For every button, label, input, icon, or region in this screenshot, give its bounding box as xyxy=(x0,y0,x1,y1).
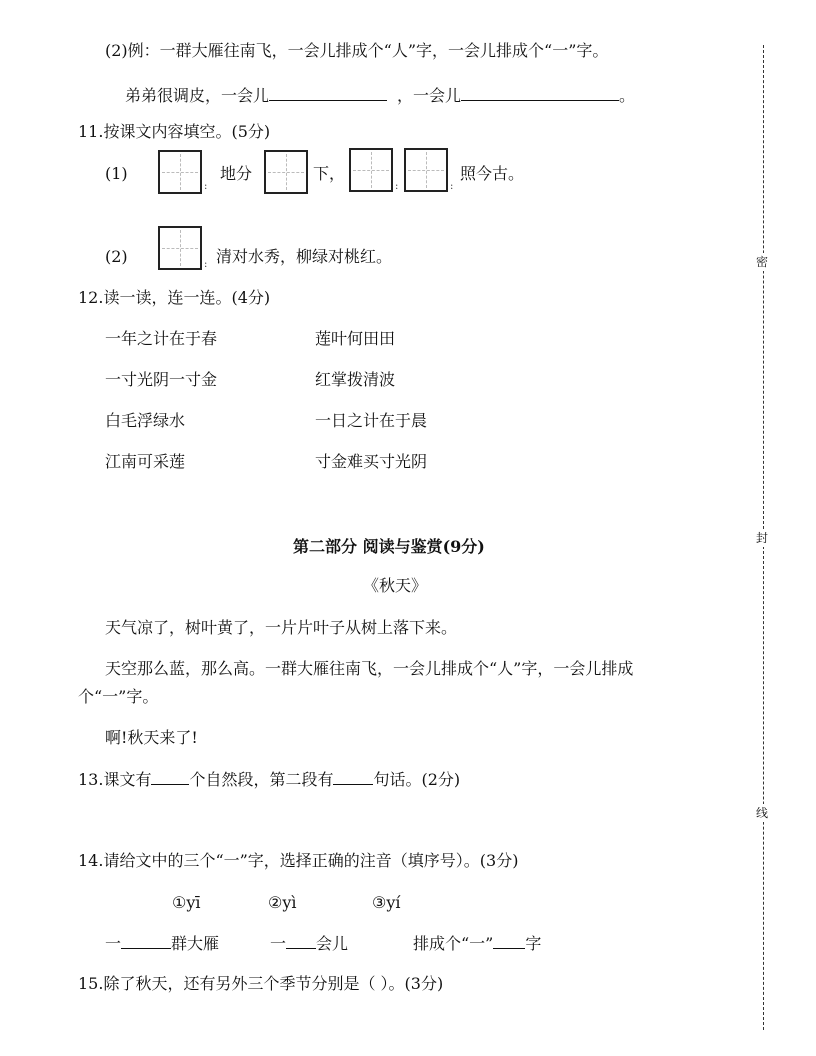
seal-char-feng: 封 xyxy=(756,531,769,545)
q11-row1-text-a: 地分 xyxy=(220,164,253,183)
q12-right-item[interactable]: 一日之计在于晨 xyxy=(315,411,428,430)
tianzige-box-3[interactable] xyxy=(349,148,393,192)
seal-char-mi: 密 xyxy=(756,255,769,269)
q14-fill-3-suffix: 字 xyxy=(525,934,542,953)
poem-title: 《秋天》 xyxy=(363,576,428,595)
example-blank-1[interactable] xyxy=(269,84,387,101)
example-fill-prefix: 弟弟很调皮，一会儿 xyxy=(125,86,270,105)
q12-right-item[interactable]: 莲叶何田田 xyxy=(315,329,396,348)
q11-row1-number: (1) xyxy=(105,164,128,183)
box-dots: : xyxy=(204,181,208,192)
q12-left-item[interactable]: 一寸光阴一寸金 xyxy=(105,370,218,389)
q14-fill-1 xyxy=(105,932,219,955)
tianzige-box-1[interactable] xyxy=(158,150,202,194)
box-dots: : xyxy=(395,181,399,192)
example-blank-2[interactable] xyxy=(461,84,619,101)
q13-blank-2[interactable] xyxy=(333,768,373,785)
passage-paragraph-2-cont: 个“一”字。 xyxy=(78,687,159,706)
q14-option-1: ①yī xyxy=(172,893,201,912)
box-dots: : xyxy=(204,259,208,270)
q11-row2-text: 清对水秀，柳绿对桃红。 xyxy=(216,247,393,266)
passage-paragraph-3: 啊!秋天来了! xyxy=(105,728,198,747)
q14-option-2: ②yì xyxy=(268,893,297,912)
q11-row1-text-b: 下， xyxy=(313,164,346,183)
q14-fill-2-prefix: 一 xyxy=(270,934,287,953)
q14-blank-3[interactable] xyxy=(493,932,525,949)
example-fill-end: 。 xyxy=(619,86,636,105)
tianzige-box-5[interactable] xyxy=(158,226,202,270)
part2-heading: 第二部分 阅读与鉴赏(9分) xyxy=(293,537,485,556)
q11-row2-number: (2) xyxy=(105,247,128,266)
q13-text-a: 13.课文有 xyxy=(78,770,152,789)
q12-left-item[interactable]: 江南可采莲 xyxy=(105,452,186,471)
tianzige-box-2[interactable] xyxy=(264,150,308,194)
q12-left-item[interactable]: 白毛浮绿水 xyxy=(105,411,186,430)
q14-fill-3-prefix: 排成个“一” xyxy=(413,934,494,953)
q14-title: 14.请给文中的三个“一”字，选择正确的注音（填序号）。(3分) xyxy=(78,851,519,870)
passage-paragraph-2: 天空那么蓝，那么高。一群大雁往南飞，一会儿排成个“人”字，一会儿排成 xyxy=(105,659,634,678)
q14-blank-1[interactable] xyxy=(121,932,171,949)
passage-paragraph-1: 天气凉了，树叶黄了，一片片叶子从树上落下来。 xyxy=(105,618,458,637)
q13-text-c: 句话。(2分) xyxy=(373,770,461,789)
example-fill-line xyxy=(125,84,635,107)
q14-fill-2 xyxy=(270,932,348,955)
q11-row1-text-c: 照今古。 xyxy=(460,164,525,183)
q13-line xyxy=(78,768,460,791)
example-fill-mid: ，一会儿 xyxy=(397,86,462,105)
q13-blank-1[interactable] xyxy=(151,768,189,785)
q12-title: 12.读一读，连一连。(4分) xyxy=(78,288,271,307)
q14-fill-3 xyxy=(413,932,541,955)
q15-title: 15.除了秋天，还有另外三个季节分别是（ ）。(3分) xyxy=(78,974,444,993)
example-sentence: (2)例：一群大雁往南飞，一会儿排成个“人”字，一会儿排成个“一”字。 xyxy=(105,41,609,60)
q14-fill-1-prefix: 一 xyxy=(105,934,122,953)
tianzige-box-4[interactable] xyxy=(404,148,448,192)
q12-right-item[interactable]: 红掌拨清波 xyxy=(315,370,396,389)
q12-right-item[interactable]: 寸金难买寸光阴 xyxy=(315,452,428,471)
q11-title: 11.按课文内容填空。(5分) xyxy=(78,122,271,141)
q13-text-b: 个自然段，第二段有 xyxy=(189,770,334,789)
box-dots: : xyxy=(450,181,454,192)
q14-fill-2-suffix: 会儿 xyxy=(316,934,349,953)
q14-option-3: ③yí xyxy=(372,893,401,912)
q14-fill-1-suffix: 群大雁 xyxy=(171,934,220,953)
q12-left-item[interactable]: 一年之计在于春 xyxy=(105,329,218,348)
seal-char-xian: 线 xyxy=(756,806,769,820)
q14-blank-2[interactable] xyxy=(286,932,316,949)
